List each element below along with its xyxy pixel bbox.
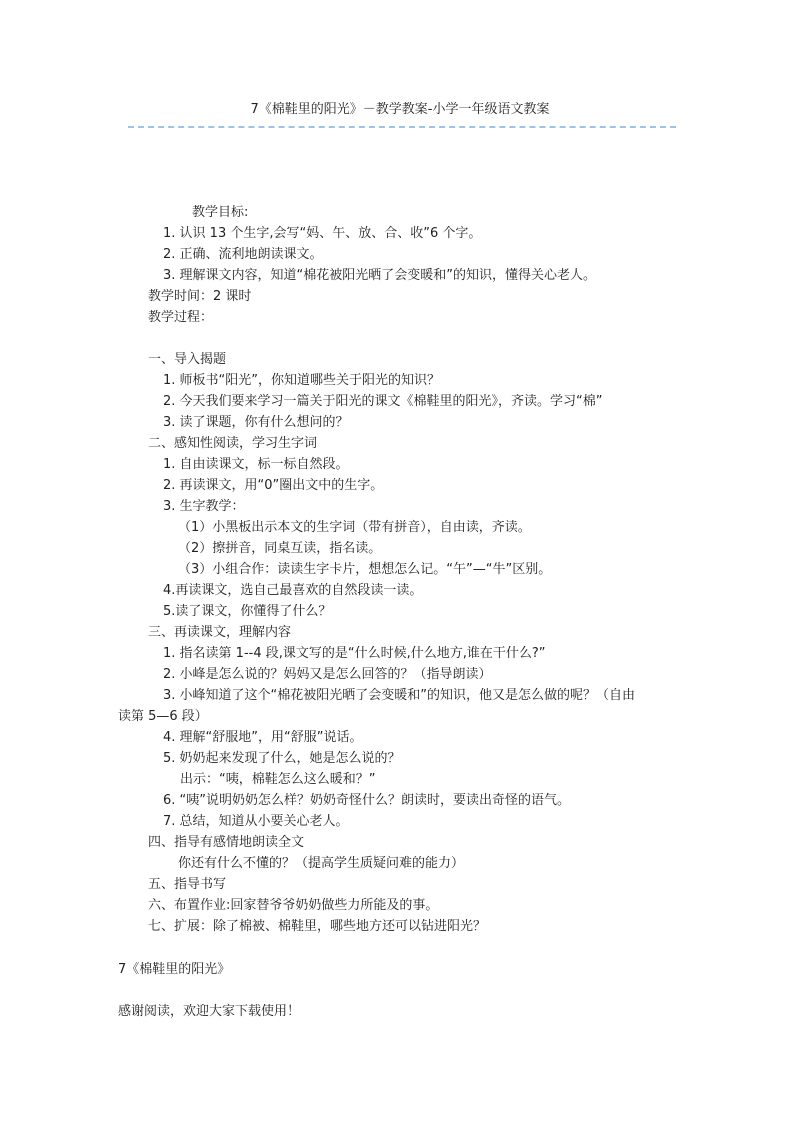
- section-heading: 五、指导书写: [148, 877, 227, 892]
- list-item: 1. 师板书“阳光”，你知道哪些关于阳光的知识？: [163, 373, 441, 388]
- list-item: 7. 总结，知道从小要关心老人。: [163, 814, 349, 829]
- list-item: 3. 生字教学：: [163, 499, 245, 514]
- teaching-time: 教学时间：2 课时: [148, 289, 252, 304]
- list-item: 3. 小峰知道了这个“棉花被阳光晒了会变暖和”的知识，他又是怎么做的呢？（自由: [163, 688, 636, 703]
- list-item: 5.读了课文，你懂得了什么？: [163, 604, 332, 619]
- goal-item: 1. 认识 13 个生字,会写“妈、午、放、合、收”6 个字。: [163, 226, 482, 241]
- section-heading: 六、布置作业:回家替爷爷奶奶做些力所能及的事。: [148, 898, 439, 913]
- section-heading: 七、扩展：除了棉被、棉鞋里，哪些地方还可以钻进阳光？: [148, 919, 487, 934]
- list-item: 2. 今天我们要来学习一篇关于阳光的课文《棉鞋里的阳光》，齐读。学习“棉”: [163, 394, 603, 409]
- section-heading: 三、再读课文，理解内容: [148, 625, 292, 640]
- footer-lesson-title: 7《棉鞋里的阳光》: [118, 962, 231, 977]
- list-item: 6. “咦”说明奶奶怎么样？奶奶奇怪什么？朗读时，要读出奇怪的语气。: [163, 793, 571, 808]
- list-item: 5. 奶奶起来发现了什么，她是怎么说的？: [163, 751, 401, 766]
- quote-line: 出示：“咦，棉鞋怎么这么暖和？”: [180, 772, 376, 787]
- process-heading: 教学过程：: [148, 310, 214, 325]
- goal-item: 3. 理解课文内容，知道“棉花被阳光晒了会变暖和”的知识，懂得关心老人。: [163, 268, 597, 283]
- document-title: 7《棉鞋里的阳光》－教学教案-小学一年级语文教案: [250, 102, 550, 117]
- list-item: 2. 小峰是怎么说的？妈妈又是怎么回答的？（指导朗读）: [163, 667, 492, 682]
- list-item: 4.再读课文，选自己最喜欢的自然段读一读。: [163, 583, 423, 598]
- list-item: 3. 读了课题，你有什么想问的？: [163, 415, 349, 430]
- list-item: 你还有什么不懂的？（提高学生质疑问难的能力）: [178, 856, 465, 871]
- list-item: 4. 理解“舒服地”，用“舒服”说话。: [163, 730, 363, 745]
- title-divider: [128, 126, 676, 128]
- footer-thanks: 感谢阅读，欢迎大家下载使用！: [118, 1004, 301, 1019]
- sub-item: （1）小黑板出示本文的生字词（带有拼音），自由读，齐读。: [178, 520, 531, 535]
- list-item: 1. 指名读第 1--4 段,课文写的是“什么时候,什么地方,谁在干什么?”: [163, 646, 546, 661]
- goals-heading: 教学目标:: [192, 205, 249, 220]
- section-heading: 四、指导有感情地朗读全文: [148, 835, 305, 850]
- section-heading: 一、导入揭题: [148, 352, 227, 367]
- goal-item: 2. 正确、流利地朗读课文。: [163, 247, 323, 262]
- section-heading: 二、感知性阅读，学习生字词: [148, 436, 318, 451]
- sub-item: （3）小组合作：读读生字卡片，想想怎么记。“午”—“牛”区别。: [178, 562, 552, 577]
- sub-item: （2）擦拼音，同桌互读，指名读。: [178, 541, 382, 556]
- list-item: 1. 自由读课文，标一标自然段。: [163, 457, 349, 472]
- list-item-continuation: 读第 5—6 段）: [118, 709, 208, 724]
- list-item: 2. 再读课文，用“0”圈出文中的生字。: [163, 478, 384, 493]
